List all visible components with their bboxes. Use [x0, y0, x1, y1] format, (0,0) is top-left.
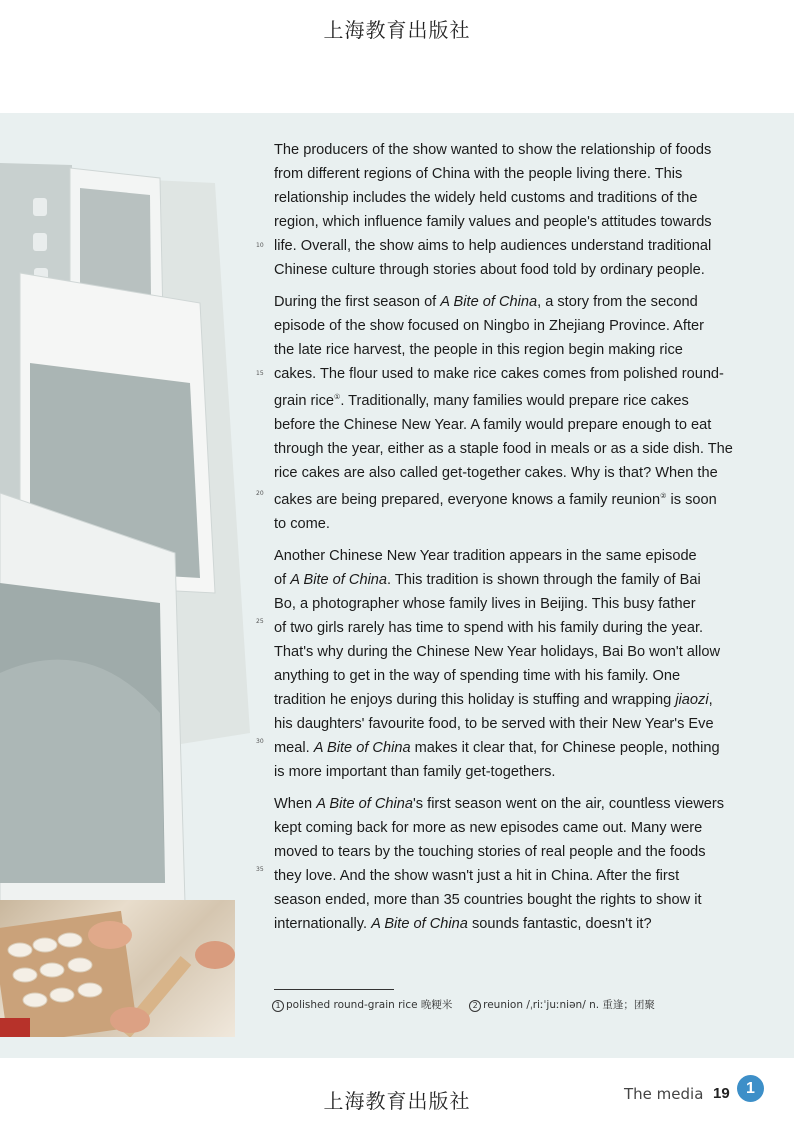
text-line: to come.: [274, 515, 330, 532]
text-line: Another Chinese New Year tradition appears in the same episode: [274, 547, 697, 564]
text-line: through the year, either as a staple food in meals or as a side dish. The: [274, 440, 733, 457]
show-title: A Bite of China: [440, 294, 538, 310]
show-title: A Bite of China: [371, 915, 468, 932]
footnote-ref: ①: [334, 394, 341, 401]
text-line: life. Overall, the show aims to help audiences understand traditional: [274, 238, 712, 254]
text-line: meal. A Bite of China makes it clear that, for Chinese people, nothing: [274, 739, 720, 756]
footnote-number: 1: [272, 1000, 284, 1012]
show-title: A Bite of China: [290, 571, 388, 588]
text-line: kept coming back for more as new episodes came out. Many were: [274, 819, 703, 836]
text-line: cakes are being prepared, everyone knows a family reunion② is soon: [274, 491, 717, 508]
line-number: 30: [256, 738, 264, 745]
footnote-2: reunion /ˌriːˈjuːniən/ n. 重逢；团聚: [483, 999, 655, 1011]
paragraph-1: [274, 138, 744, 282]
text-line: from different regions of China with the people living there. This: [274, 166, 683, 182]
text-line: Chinese culture through stories about food told by ordinary people.: [274, 262, 705, 278]
unit-badge: 1: [737, 1075, 764, 1102]
text-line: relationship includes the widely held customs and traditions of the: [274, 190, 698, 206]
text-line: is more important than family get-togethers.: [274, 763, 556, 780]
text-line: before the Chinese New Year. A family would prepare enough to eat: [274, 416, 712, 433]
line-number: 35: [256, 866, 264, 873]
text-line: moved to tears by the touching stories of real people and the foods: [274, 843, 706, 860]
text-line: tradition he enjoys during this holiday is stuffing and wrapping jiaozi,: [274, 691, 713, 708]
article-body: [274, 138, 744, 944]
footnote-number: 2: [469, 1000, 481, 1012]
text-line: That's why during the Chinese New Year holidays, Bai Bo won't allow: [274, 643, 721, 660]
show-title: A Bite of China: [316, 795, 413, 812]
line-number: 10: [256, 242, 264, 249]
text-line: region, which influence family values and people's attitudes towards: [274, 214, 712, 230]
footnote-ref: ②: [660, 492, 667, 500]
text-line: cakes. The flour used to make rice cakes comes from polished round-: [274, 366, 724, 382]
text-line: the late rice harvest, the people in this region begin making rice: [274, 342, 683, 358]
footnote-divider: [274, 989, 394, 990]
text-line: of two girls rarely has time to spend with his family during the year.: [274, 619, 704, 636]
text-line: When A Bite of China's first season went on the air, countless viewers: [274, 795, 725, 812]
line-number: 25: [256, 618, 264, 625]
line-number: 20: [256, 490, 264, 497]
paragraph-4: [274, 792, 744, 936]
paragraph-3: [274, 544, 744, 784]
text-line: of A Bite of China. This tradition is shown through the family of Bai: [274, 571, 701, 588]
footnotes: [272, 997, 655, 1012]
page-number: 19: [713, 1085, 730, 1102]
text-line: anything to get in the way of spending time with his family. One: [274, 667, 681, 684]
text-line: season ended, more than 35 countries bought the rights to show it: [274, 891, 702, 908]
publisher-footer: 上海教育出版社: [323, 1089, 471, 1113]
publisher-header: 上海教育出版社: [323, 18, 471, 42]
text-line: During the first season of A Bite of China, a story from the second: [274, 294, 698, 310]
text-line: his daughters' favourite food, to be served with their New Year's Eve: [274, 715, 714, 732]
line-number: 15: [256, 370, 264, 377]
text-line: internationally. A Bite of China sounds fantastic, doesn't it?: [274, 915, 652, 932]
text-line: rice cakes are also called get-together cakes. Why is that? When the: [274, 464, 718, 481]
paragraph-2: [274, 290, 744, 536]
food-term: jiaozi: [675, 691, 709, 708]
text-line: episode of the show focused on Ningbo in Zhejiang Province. After: [274, 318, 704, 334]
dumpling-making-photo: [0, 900, 235, 1037]
text-line: Bo, a photographer whose family lives in Beijing. This busy father: [274, 595, 696, 612]
text-line: grain rice①. Traditionally, many families would prepare rice cakes: [274, 392, 689, 409]
text-line: The producers of the show wanted to show the relationship of foods: [274, 142, 712, 158]
show-title: A Bite of China: [313, 739, 411, 756]
footnote-1: polished round-grain rice 晚粳米: [286, 999, 453, 1011]
section-name: The media: [624, 1085, 704, 1103]
film-strip-illustration: [0, 113, 250, 903]
text-line: they love. And the show wasn't just a hit in China. After the first: [274, 867, 680, 884]
